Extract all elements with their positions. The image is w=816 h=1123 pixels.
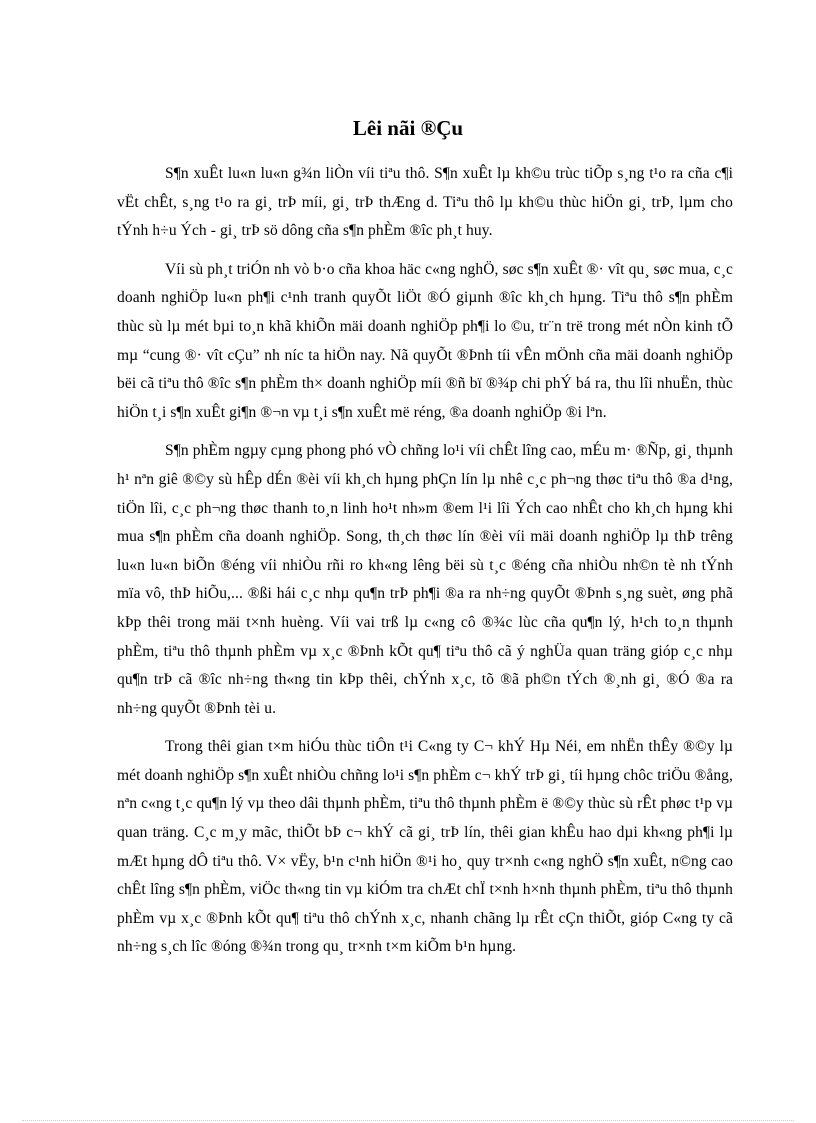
paragraph-2: Víi sù ph¸t triÓn nh vò b·o cña khoa häc c«ng nghÖ, søc s¶n xuÊt ®· vît qu¸ søc mua, c¸c doanh nghiÖp lu«n ph¶i c¹nh tranh quyÕt liÖt ®Ó giµnh ®îc kh¸ch hµng. Tiªu thô s¶n phÈm thùc sù lµ mét bµi to¸n khã khiÕn mäi doanh nghiÖp ph¶i lo ©u, tr¨n trë trong mét nÒn kinh tÕ mµ “cung ®· vît cÇu” nh níc ta hiÖn nay. Nã quyÕt ®Þnh tíi vÊn mÖnh cña mäi doanh nghiÖp bëi cã tiªu thô ®îc s¶n phÈm th× doanh nghiÖp míi ®ñ bï ®¾p chi phÝ bá ra, thu lîi nhuËn, thùc hiÖn t¸i s¶n xuÊt gi¶n ®¬n vµ t¸i s¶n xuÊt më réng, ®a doanh nghiÖp ®i lªn.	[117, 260, 733, 421]
page-bottom-border	[22, 1120, 794, 1121]
body-text	[117, 160, 733, 972]
paragraph-3: S¶n phÈm ngµy cµng phong phó vÒ chñng lo¹i víi chÊt lîng cao, mÉu m· ®Ñp, gi¸ thµnh h¹ nªn giê ®©y sù hÊp dÉn ®èi víi kh¸ch hµng phÇn lín lµ nhê c¸c ph¬ng thøc tiªu thô ®a d¹ng, tiÖn lîi, c¸c ph¬ng thøc thanh to¸n linh ho¹t nh»m ®em l¹i lîi Ých cao nhÊt cho kh¸ch hµng khi mua s¶n phÈm cña doanh nghiÖp. Song, th¸ch thøc lín ®èi víi mäi doanh nghiÖp lµ thÞ trêng lu«n lu«n biÕn ®éng víi nhiÒu rñi ro kh«ng lêng bëi sù t¸c ®éng cña nhiÒu nh©n tè nh tÝnh mïa vô, thÞ hiÕu,... ®ßi hái c¸c nhµ qu¶n trÞ ph¶i ®a ra nh÷ng quyÕt ®Þnh s¸ng suèt, øng phã kÞp thêi trong mäi t×nh huèng. Víi vai trß lµ c«ng cô ®¾c lùc cña qu¶n lý, h¹ch to¸n thµnh phÈm, tiªu thô thµnh phÈm vµ x¸c ®Þnh kÕt qu¶ tiªu thô cã ý nghÜa quan träng gióp c¸c nhµ qu¶n trÞ cã ®îc nh÷ng th«ng tin kÞp thêi, chÝnh x¸c, tõ ®ã ph©n tÝch ®¸nh gi¸ ®Ó ®a ra nh÷ng quyÕt ®Þnh tèi u.	[117, 442, 733, 717]
paragraph-4: Trong thêi gian t×m hiÓu thùc tiÔn t¹i C«ng ty C¬ khÝ Hµ Néi, em nhËn thÊy ®©y lµ mét doanh nghiÖp s¶n xuÊt nhiÒu chñng lo¹i s¶n phÈm c¬ khÝ trÞ gi¸ tíi hµng chôc triÖu ®ång, nªn c«ng t¸c qu¶n lý vµ theo dâi thµnh phÈm, tiªu thô thµnh phÈm ë ®©y thùc sù rÊt phøc t¹p vµ quan träng. C¸c m¸y mãc, thiÕt bÞ c¬ khÝ cã gi¸ trÞ lín, thêi gian khÊu hao dµi kh«ng ph¶i lµ mÆt hµng dÔ tiªu thô. V× vËy, b¹n c¹nh hiÖn ®¹i ho¸ quy tr×nh c«ng nghÖ s¶n xuÊt, n©ng cao chÊt lîng s¶n phÈm, viÖc th«ng tin vµ kiÓm tra chÆt chÏ t×nh h×nh thµnh phÈm, tiªu thô thµnh phÈm vµ x¸c ®Þnh kÕt qu¶ tiªu thô chÝnh x¸c, nhanh chãng lµ rÊt cÇn thiÕt, gióp C«ng ty cã nh÷ng s¸ch lîc ®óng ®¾n trong qu¸ tr×nh t×m kiÕm b¹n hµng.	[117, 738, 733, 956]
paragraph-1: S¶n xuÊt lu«n lu«n g¾n liÒn víi tiªu thô. S¶n xuÊt lµ kh©u trùc tiÕp s¸ng t¹o ra cña c¶i vËt chÊt, s¸ng t¹o ra gi¸ trÞ míi, gi¸ trÞ thÆng d. Tiªu thô lµ kh©u thùc hiÖn gi¸ trÞ, lµm cho tÝnh h÷u Ých - gi¸ trÞ sö dông cña s¶n phÈm ®îc ph¸t huy.	[117, 165, 733, 240]
page-title: Lêi nãi ®Çu	[352, 116, 464, 141]
